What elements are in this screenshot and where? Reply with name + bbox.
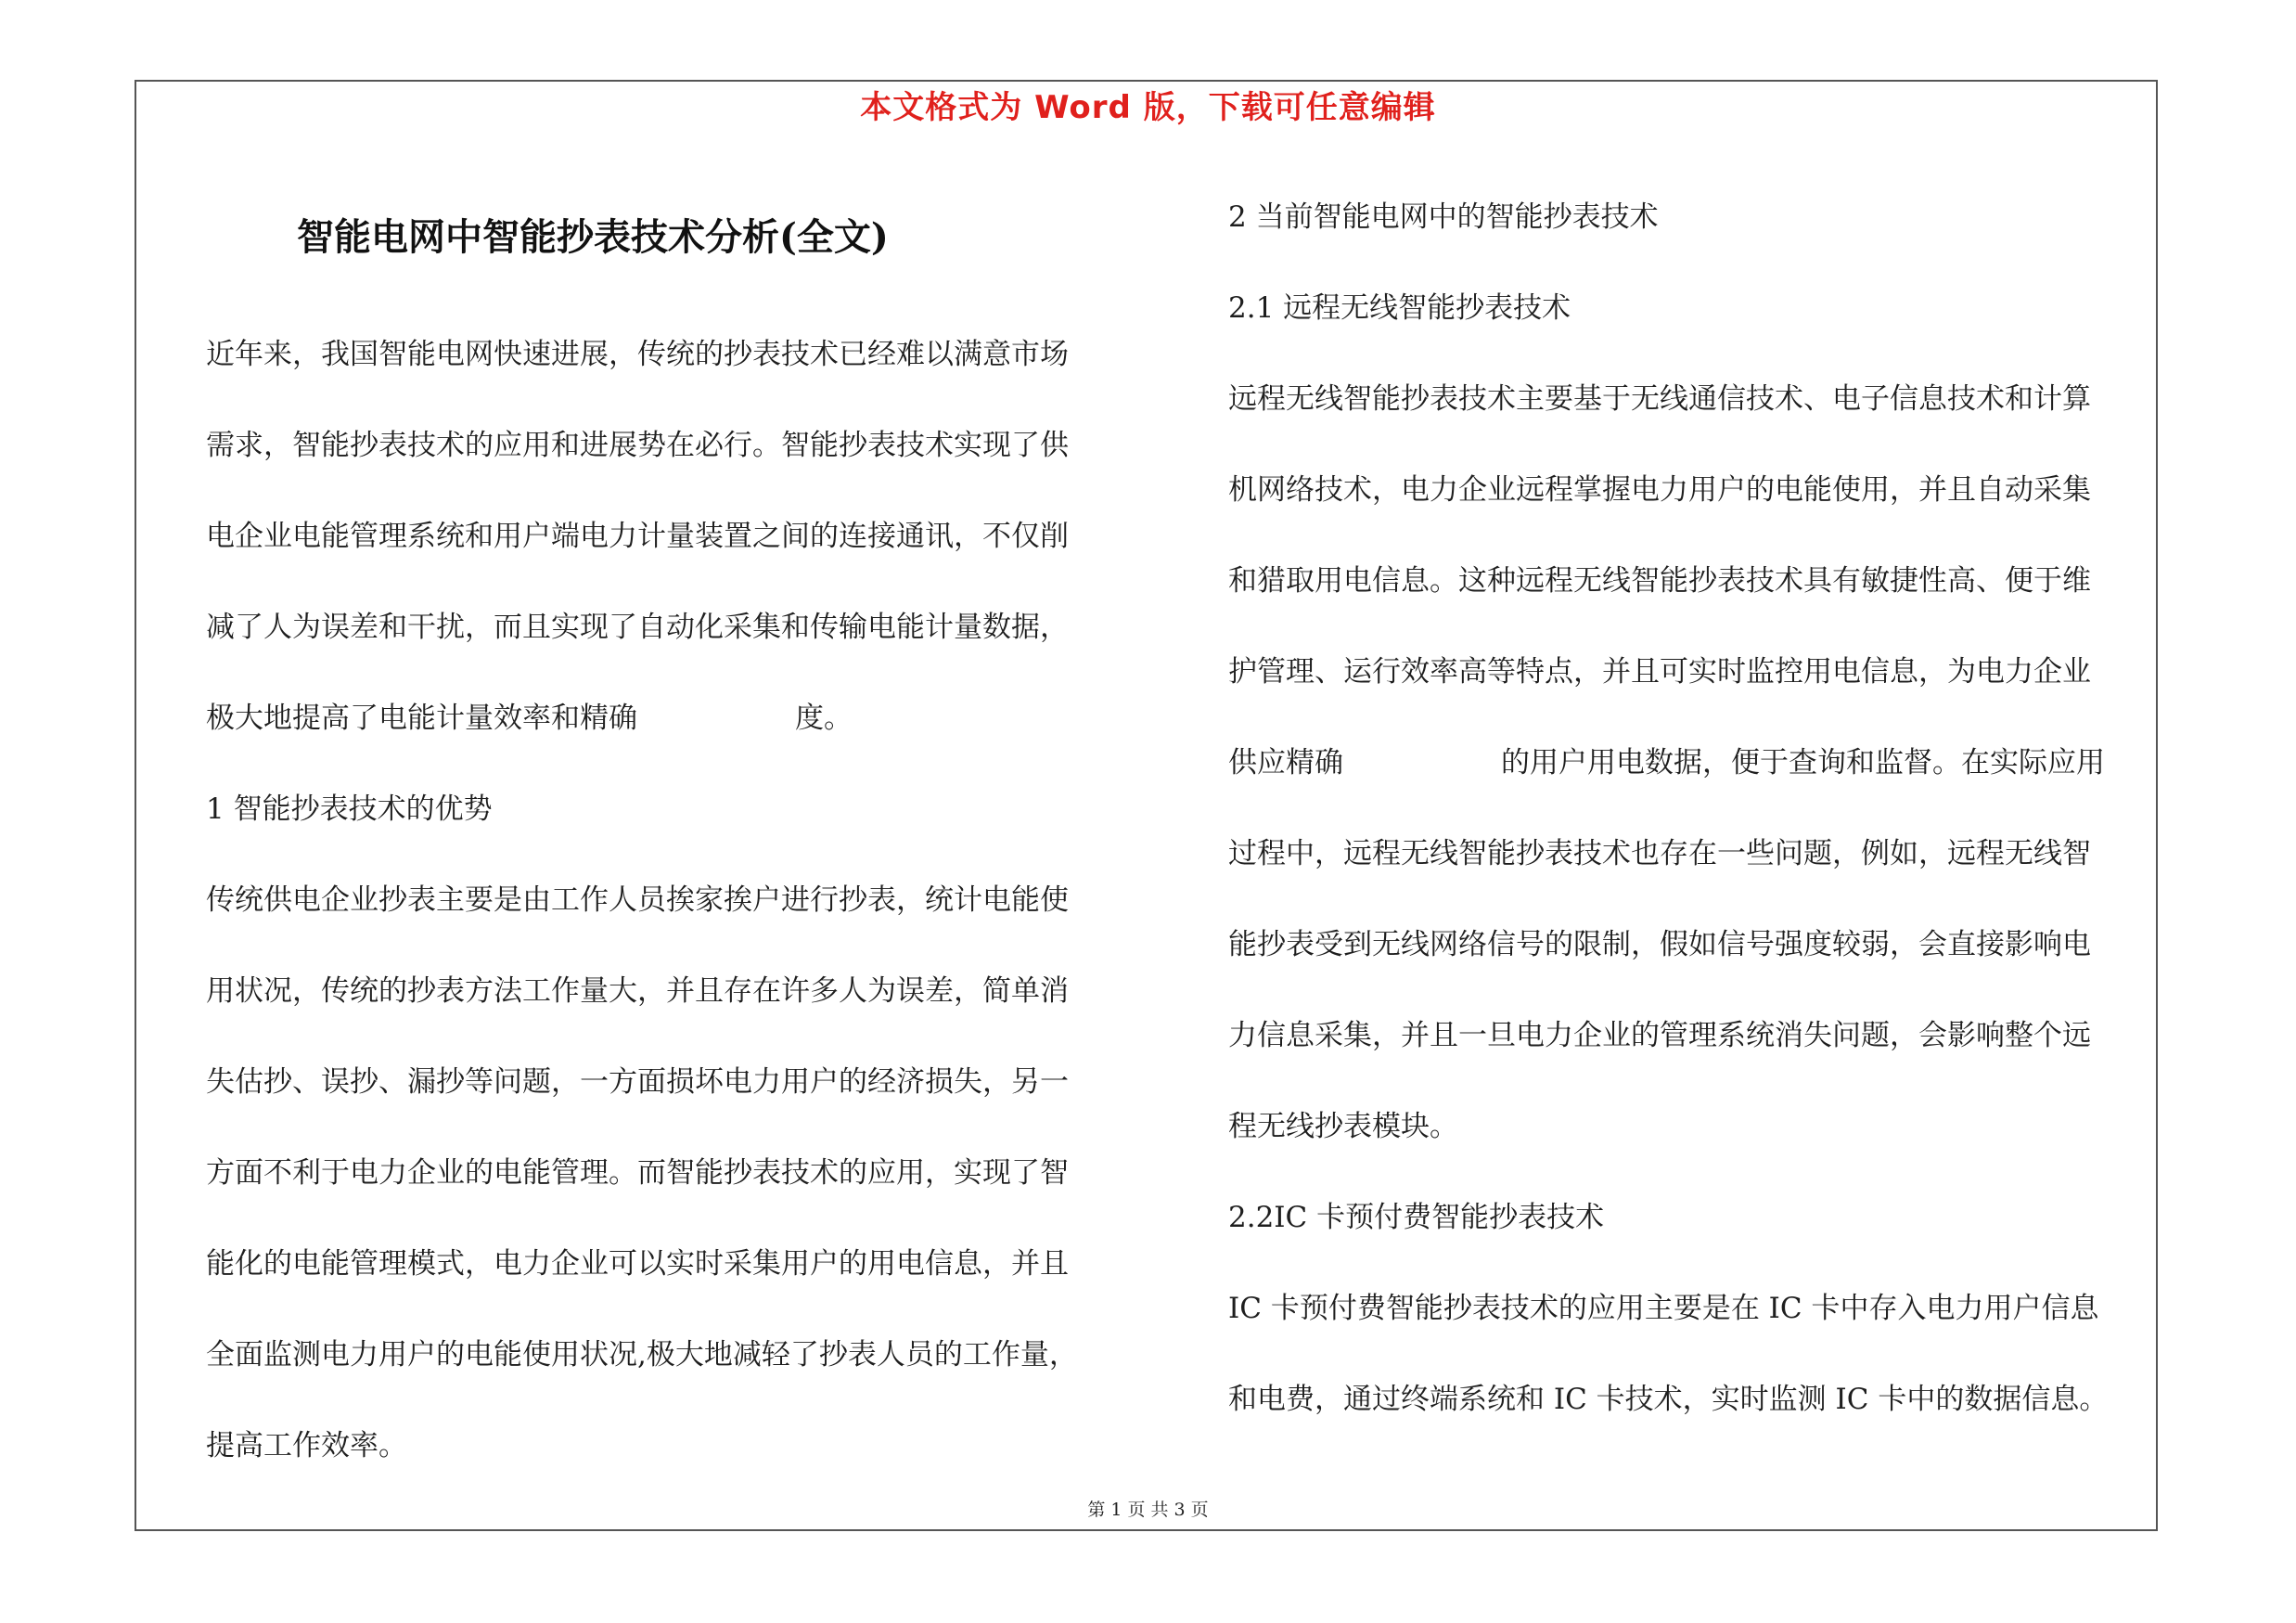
section-heading: 1 智能抄表技术的优势 [206,792,493,826]
document-title: 智能电网中智能抄表技术分析(全文) [297,215,889,259]
section-heading: 2.1 远程无线智能抄表技术 [1228,291,1571,325]
format-banner: 本文格式为 Word 版，下载可任意编辑 [860,89,1436,126]
paragraph-line: 失估抄、误抄、漏抄等问题，一方面损坏电力用户的经济损失，另一 [206,1065,1069,1099]
section-heading: 2 当前智能电网中的智能抄表技术 [1228,200,1659,234]
paragraph-line: 用状况，传统的抄表方法工作量大，并且存在许多人为误差，简单消 [206,974,1069,1008]
paragraph-line: 方面不利于电力企业的电能管理。而智能抄表技术的应用，实现了智 [206,1156,1069,1190]
paragraph-line: 提高工作效率。 [206,1429,407,1462]
paragraph-line: 减了人为误差和干扰，而且实现了自动化采集和传输电能计量数据， [206,611,1069,644]
paragraph-line: IC 卡预付费智能抄表技术的应用主要是在 IC 卡中存入电力用户信息 [1228,1292,2099,1325]
paragraph-line: 过程中，远程无线智能抄表技术也存在一些问题，例如，远程无线智 [1228,837,2091,870]
text-fragment: 供应精确 [1228,746,1343,779]
paragraph-line: 传统供电企业抄表主要是由工作人员挨家挨户进行抄表，统计电能使 [206,883,1069,917]
text-fragment: 极大地提高了电能计量效率和精确 [206,702,637,735]
paragraph-line: 护管理、运行效率高等特点，并且可实时监控用电信息，为电力企业 [1228,655,2091,689]
text-fragment: 的用户用电数据，便于查询和监督。在实际应用 [1501,746,2105,779]
paragraph-line: 需求，智能抄表技术的应用和进展势在必行。智能抄表技术实现了供 [206,429,1069,462]
paragraph-line: 程无线抄表模块。 [1228,1110,1458,1143]
paragraph-line: 力信息采集，并且一旦电力企业的管理系统消失问题，会影响整个远 [1228,1019,2091,1052]
text-fragment: 度。 [795,702,853,735]
paragraph-line: 全面监测电力用户的电能使用状况,极大地减轻了抄表人员的工作量， [206,1338,1078,1372]
paragraph-line: 能抄表受到无线网络信号的限制，假如信号强度较弱，会直接影响电 [1228,928,2091,961]
paragraph-line: 远程无线智能抄表技术主要基于无线通信技术、电子信息技术和计算 [1228,382,2091,416]
paragraph-line [206,694,853,736]
paragraph-line: 能化的电能管理模式，电力企业可以实时采集用户的用电信息，并且 [206,1247,1069,1281]
paragraph-line: 机网络技术，电力企业远程掌握电力用户的电能使用，并且自动采集 [1228,473,2091,507]
paragraph-line: 和电费，通过终端系统和 IC 卡技术，实时监测 IC 卡中的数据信息。 [1228,1383,2109,1416]
page-number: 第 1 页 共 3 页 [1087,1500,1209,1520]
paragraph-line: 电企业电能管理系统和用户端电力计量装置之间的连接通讯，不仅削 [206,520,1069,553]
paragraph-line: 和猎取用电信息。这种远程无线智能抄表技术具有敏捷性高、便于维 [1228,564,2091,598]
paragraph-line [1228,739,2105,780]
paragraph-line: 近年来，我国智能电网快速进展，传统的抄表技术已经难以满意市场 [206,338,1069,371]
section-heading: 2.2IC 卡预付费智能抄表技术 [1228,1201,1605,1234]
